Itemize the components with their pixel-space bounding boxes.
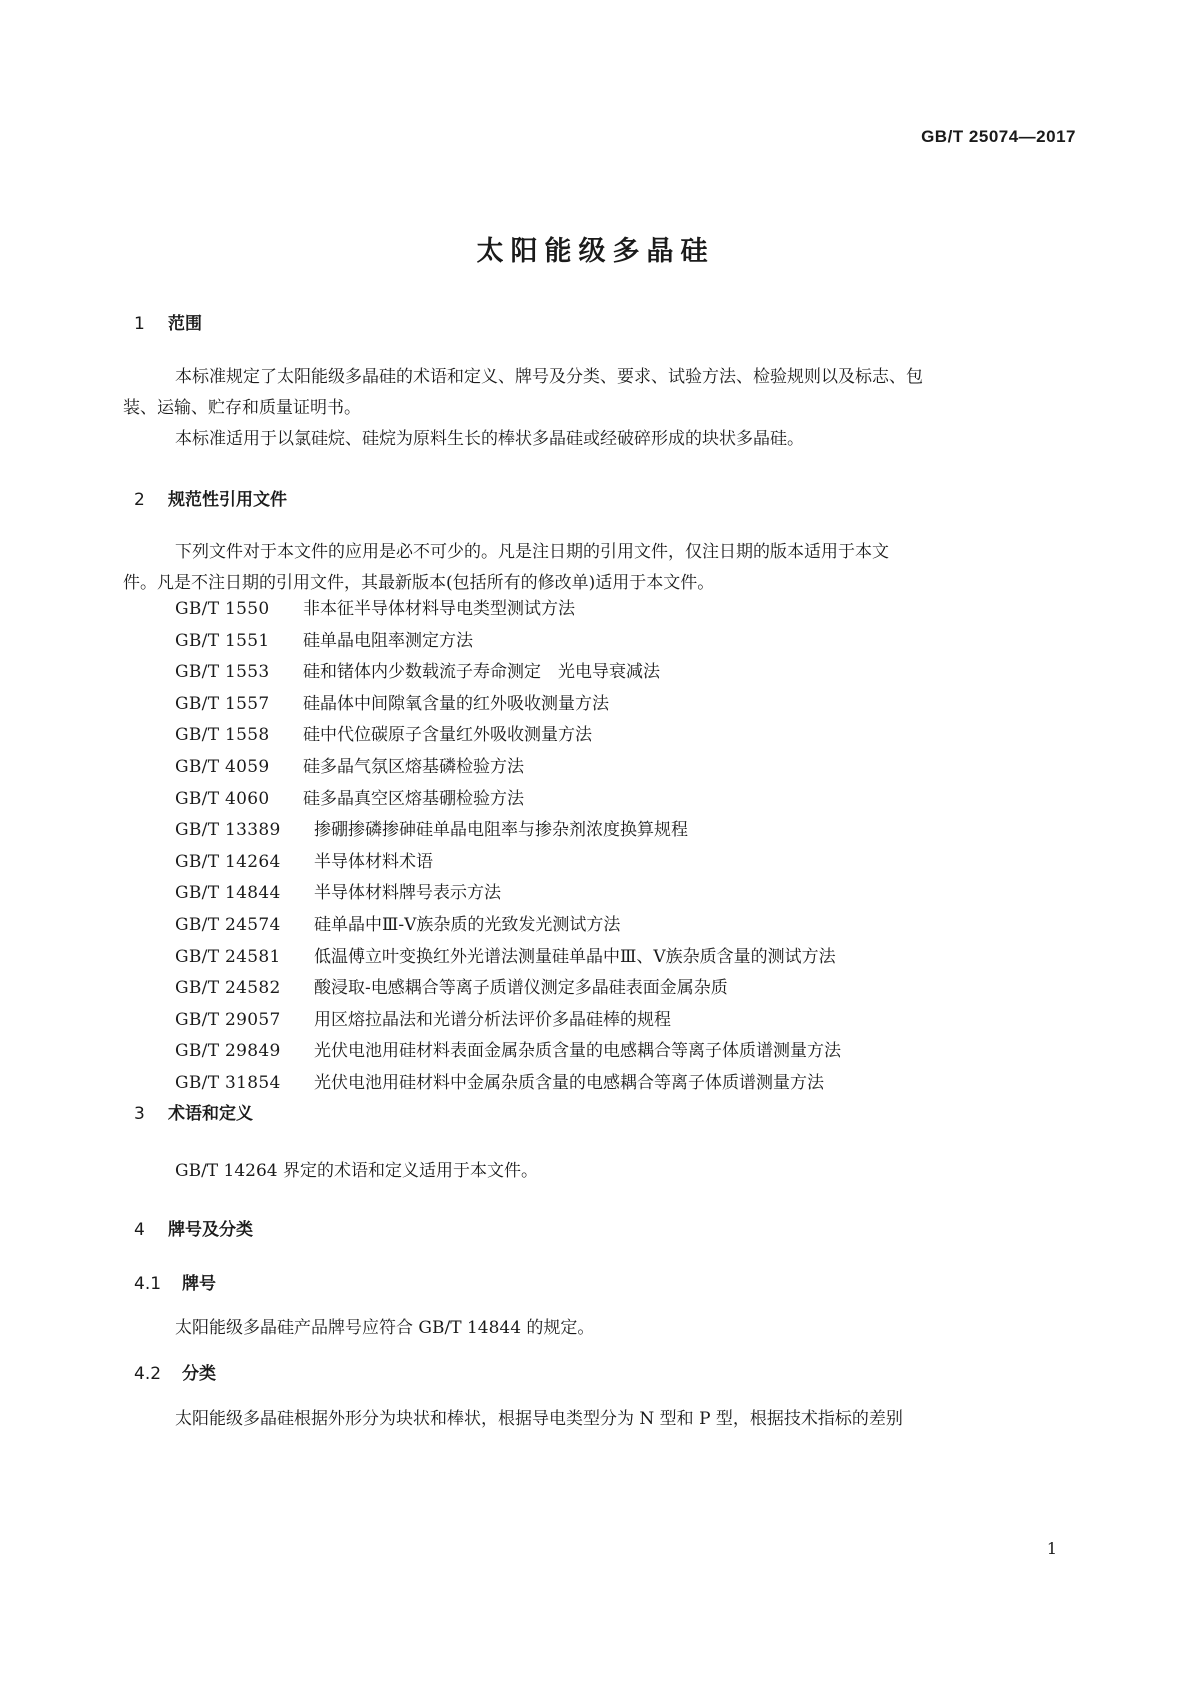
grade-paragraph: 太阳能级多晶硅产品牌号应符合 GB/T 14844 的规定。 — [175, 1318, 595, 1338]
reference-item — [175, 973, 841, 1005]
reference-code: GB/T 1551 — [175, 630, 270, 651]
reference-code: GB/T 1553 — [175, 662, 270, 683]
reference-item — [175, 878, 841, 910]
reference-item — [175, 1068, 841, 1100]
reference-code: GB/T 29849 — [175, 1041, 281, 1062]
reference-item — [175, 626, 841, 658]
section-number: 1 — [134, 314, 145, 334]
reference-code: GB/T 14264 — [175, 851, 281, 872]
section-1-heading — [134, 309, 202, 334]
reference-item — [175, 689, 841, 721]
reference-title: 硅多晶气氛区熔基磷检验方法 — [303, 756, 524, 777]
paragraph-line: 下列文件对于本文件的应用是必不可少的。凡是注日期的引用文件，仅注日期的版本适用于本文 — [175, 542, 889, 562]
reference-title: 非本征半导体材料导电类型测试方法 — [303, 599, 575, 619]
reference-code: GB/T 1550 — [175, 599, 270, 619]
reference-title: 硅单晶中Ⅲ-Ⅴ族杂质的光致发光测试方法 — [314, 914, 621, 935]
section-3-heading — [134, 1099, 253, 1124]
reference-item — [175, 815, 841, 847]
reference-title: 掺硼掺磷掺砷硅单晶电阻率与掺杂剂浓度换算规程 — [314, 820, 688, 841]
reference-title: 硅单晶电阻率测定方法 — [303, 630, 473, 651]
page-number: 1 — [1046, 1539, 1057, 1558]
section-title: 规范性引用文件 — [168, 490, 287, 510]
standard-number: GB/T 25074—2017 — [921, 127, 1076, 146]
reference-code: GB/T 31854 — [175, 1072, 281, 1093]
reference-code: GB/T 1558 — [175, 725, 270, 746]
reference-item — [175, 942, 841, 974]
terms-paragraph: GB/T 14264 界定的术语和定义适用于本文件。 — [175, 1161, 539, 1181]
reference-title: 硅多晶真空区熔基硼检验方法 — [303, 788, 524, 809]
section-4-2-heading — [134, 1359, 216, 1384]
scope-paragraph-1 — [123, 362, 1068, 424]
section-title: 牌号及分类 — [168, 1220, 253, 1240]
section-title: 分类 — [182, 1364, 216, 1384]
scope-paragraph-2 — [123, 424, 1068, 455]
document-title: 太阳能级多晶硅 — [476, 236, 715, 267]
paragraph-line: 装、运输、贮存和质量证明书。 — [123, 398, 361, 418]
reference-item — [175, 594, 841, 626]
reference-title: 硅和锗体内少数载流子寿命测定 光电导衰减法 — [303, 662, 660, 683]
reference-item — [175, 752, 841, 784]
reference-code: GB/T 24581 — [175, 946, 281, 967]
reference-title: 硅晶体中间隙氧含量的红外吸收测量方法 — [303, 693, 609, 714]
reference-title: 半导体材料术语 — [314, 851, 433, 872]
section-title: 牌号 — [182, 1274, 216, 1294]
section-title: 术语和定义 — [168, 1104, 253, 1124]
reference-title: 用区熔拉晶法和光谱分析法评价多晶硅棒的规程 — [314, 1009, 671, 1030]
reference-title: 硅中代位碳原子含量红外吸收测量方法 — [303, 725, 592, 746]
section-4-heading — [134, 1215, 253, 1240]
reference-title: 酸浸取-电感耦合等离子质谱仪测定多晶硅表面金属杂质 — [314, 978, 728, 999]
reference-code: GB/T 4060 — [175, 788, 270, 809]
reference-item — [175, 720, 841, 752]
reference-title: 光伏电池用硅材料中金属杂质含量的电感耦合等离子体质谱测量方法 — [314, 1072, 824, 1093]
reference-item — [175, 1005, 841, 1037]
paragraph-line: 本标准适用于以氯硅烷、硅烷为原料生长的棒状多晶硅或经破碎形成的块状多晶硅。 — [175, 429, 804, 449]
reference-item — [175, 784, 841, 816]
section-4-1-heading — [134, 1269, 216, 1294]
reference-title: 低温傅立叶变换红外光谱法测量硅单晶中Ⅲ、Ⅴ族杂质含量的测试方法 — [314, 946, 836, 967]
reference-code: GB/T 24574 — [175, 914, 281, 935]
reference-code: GB/T 4059 — [175, 756, 270, 777]
paragraph-line: 件。凡是不注日期的引用文件，其最新版本(包括所有的修改单)适用于本文件。 — [123, 573, 715, 593]
reference-title: 半导体材料牌号表示方法 — [314, 883, 501, 904]
section-title: 范围 — [168, 314, 202, 334]
reference-list — [175, 594, 841, 1100]
reference-code: GB/T 29057 — [175, 1009, 281, 1030]
classification-paragraph: 太阳能级多晶硅根据外形分为块状和棒状，根据导电类型分为 N 型和 P 型，根据技术指标的差别 — [175, 1409, 903, 1429]
reference-item — [175, 847, 841, 879]
section-number: 4 — [134, 1220, 145, 1240]
paragraph-line: 本标准规定了太阳能级多晶硅的术语和定义、牌号及分类、要求、试验方法、检验规则以及标志、包 — [175, 367, 923, 387]
normative-intro — [123, 537, 1068, 599]
reference-item — [175, 910, 841, 942]
section-2-heading — [134, 485, 287, 510]
reference-code: GB/T 13389 — [175, 820, 281, 841]
section-number: 2 — [134, 490, 145, 510]
reference-title: 光伏电池用硅材料表面金属杂质含量的电感耦合等离子体质谱测量方法 — [314, 1041, 841, 1062]
reference-code: GB/T 1557 — [175, 693, 270, 714]
reference-code: GB/T 24582 — [175, 978, 281, 999]
section-number: 4.2 — [134, 1364, 162, 1384]
reference-code: GB/T 14844 — [175, 883, 281, 904]
section-number: 4.1 — [134, 1274, 162, 1294]
reference-item — [175, 1036, 841, 1068]
section-number: 3 — [134, 1104, 145, 1124]
reference-item — [175, 657, 841, 689]
